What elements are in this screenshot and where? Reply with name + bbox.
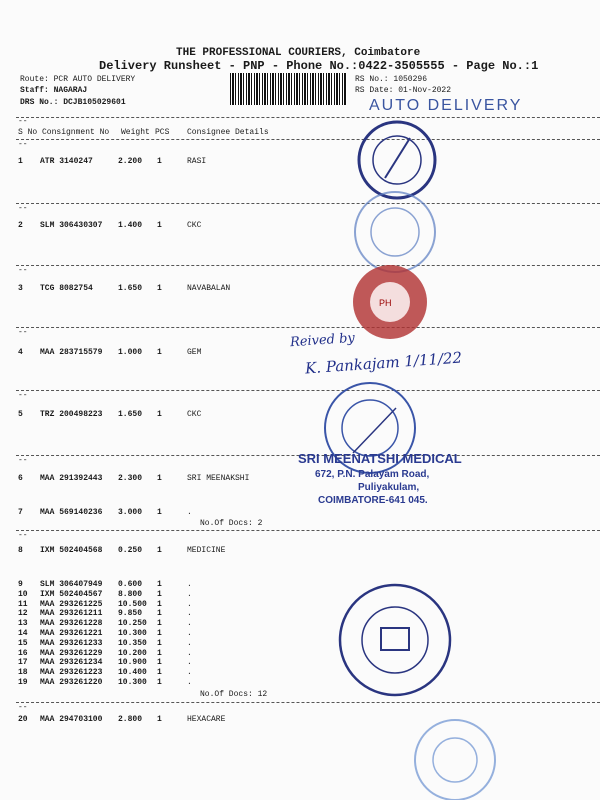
cell-cn: MAA 293261220 [40,678,103,687]
drs-number: DRS No.: DCJB105029601 [20,98,126,107]
cell-sno: 7 [18,508,23,517]
divider [16,327,600,328]
route: Route: PCR AUTO DELIVERY [20,75,136,84]
cell-sno: 10 [18,589,28,599]
cell-to: . [187,619,192,629]
cell-to: RASI [187,157,207,166]
cell-pcs: 1 [157,348,162,357]
cell-wt: 10.500 [118,599,147,609]
cell-wt: 1.650 [118,284,143,293]
rs-date: RS Date: 01-Nov-2022 [355,86,452,95]
cell-sno: 3 [18,284,23,293]
cell-pcs: 1 [157,284,162,293]
docs-count: No.Of Docs: 2 [200,519,263,528]
cell-cn: MAA 291392443 [40,474,103,483]
cell-pcs: 1 [157,619,162,629]
cell-pcs: 1 [157,599,162,609]
cell-wt: 10.300 [118,678,147,687]
cell-wt: 10.250 [118,619,147,629]
cell-wt: 10.400 [118,668,147,678]
cell-wt: 0.600 [118,580,143,589]
cell-cn: MAA 293261233 [40,638,103,648]
col-consignee: Consignee Details [187,128,269,137]
cell-pcs: 1 [157,638,162,648]
cell-cn: IXM 502404567 [40,589,103,599]
divider-mark: -- [18,456,28,465]
cell-to: . [187,589,192,599]
divider-mark: -- [18,266,28,275]
divider-mark: -- [18,117,28,126]
divider-mark: -- [18,391,28,400]
cell-wt: 8.800 [118,589,143,599]
cell-to: SRI MEENAKSHI [187,474,250,483]
cell-pcs: 1 [157,546,162,555]
divider [16,117,600,118]
cell-to: . [187,668,192,678]
cell-cn: TRZ 200498223 [40,410,103,419]
cell-to: . [187,599,192,609]
divider [16,530,600,531]
cell-to: HEXACARE [187,715,226,724]
cell-cn: MAA 569140236 [40,508,103,517]
cell-wt: 10.200 [118,648,147,658]
cell-sno: 14 [18,629,28,638]
cell-to: NAVABALAN [187,284,231,293]
runsheet-subtitle: Delivery Runsheet - PNP - Phone No.:0422-3505555 - Page No.:1 [99,59,539,73]
cell-cn: MAA 293261234 [40,658,103,668]
cell-cn: MAA 283715579 [40,348,103,357]
received-note: Reived by [289,330,356,351]
cell-to: . [187,580,192,589]
cell-to: . [187,648,192,658]
col-consignment: Consignment No [42,128,110,137]
cell-sno: 16 [18,648,28,658]
cell-pcs: 1 [157,589,162,599]
cell-wt: 10.350 [118,638,147,648]
cell-wt: 2.200 [118,157,143,166]
cell-to: . [187,629,192,638]
col-pcs: PCS [155,128,170,137]
svg-text:PH: PH [379,298,392,308]
cell-to: MEDICINE [187,546,226,555]
cell-cn: MAA 293261229 [40,648,103,658]
cell-pcs: 1 [157,410,162,419]
cell-wt: 2.300 [118,474,143,483]
cell-cn: TCG 8082754 [40,284,93,293]
cell-pcs: 1 [157,678,162,687]
company-title: THE PROFESSIONAL COURIERS, Coimbatore [176,47,421,59]
cell-pcs: 1 [157,508,162,517]
signature: K. Pankajam 1/11/22 [304,348,463,378]
cell-wt: 2.800 [118,715,143,724]
cell-sno: 9 [18,580,23,589]
company-seal [350,262,430,342]
divider [16,702,600,703]
divider-mark: -- [18,204,28,213]
cell-pcs: 1 [157,668,162,678]
divider-mark: -- [18,140,28,149]
cell-wt: 1.000 [118,348,143,357]
cell-sno: 5 [18,410,23,419]
cell-cn: SLM 306407949 [40,580,103,589]
medical-stamp-name: SRI MEENATSHI MEDICAL [298,451,462,466]
cell-pcs: 1 [157,715,162,724]
pharmacy-stamp [410,715,500,800]
divider [16,139,600,140]
cell-wt: 1.650 [118,410,143,419]
medicine-house-stamp [335,580,455,700]
col-weight: Weight [121,128,150,137]
cell-pcs: 1 [157,609,162,619]
col-sno: S No [18,128,38,137]
cell-cn: IXM 502404568 [40,546,103,555]
cell-to: GEM [187,348,202,357]
cell-wt: 0.250 [118,546,143,555]
cell-to: . [187,638,192,648]
cell-pcs: 1 [157,157,162,166]
divider [16,390,600,391]
staff: Staff: NAGARAJ [20,86,88,95]
divider-mark: -- [18,703,28,712]
cell-cn: MAA 293261228 [40,619,103,629]
cell-sno: 4 [18,348,23,357]
cell-cn: MAA 293261223 [40,668,103,678]
cell-to: . [187,658,192,668]
cell-wt: 10.300 [118,629,147,638]
cell-pcs: 1 [157,221,162,230]
rs-number: RS No.: 1050296 [355,75,428,84]
cell-pcs: 1 [157,474,162,483]
divider-mark: -- [18,531,28,540]
cell-wt: 1.400 [118,221,143,230]
cell-cn: MAA 293261225 [40,599,103,609]
cell-sno: 2 [18,221,23,230]
cell-sno: 12 [18,609,28,619]
cell-wt: 3.000 [118,508,143,517]
cell-sno: 1 [18,157,23,166]
cell-sno: 6 [18,474,23,483]
cell-cn: MAA 293261211 [40,609,103,619]
cell-sno: 8 [18,546,23,555]
cell-cn: ATR 3140247 [40,157,93,166]
cell-pcs: 1 [157,648,162,658]
cell-pcs: 1 [157,658,162,668]
medical-stamp-address: Puliyakulam, [358,482,420,493]
cell-cn: MAA 293261221 [40,629,103,638]
docs-count: No.Of Docs: 12 [200,690,268,699]
cell-wt: 9.850 [118,609,143,619]
medical-stamp-address: 672, P.N. Palayam Road, [315,469,430,480]
cell-to: . [187,678,192,687]
barcode [230,73,347,105]
cell-to: CKC [187,410,202,419]
cell-cn: SLM 306430307 [40,221,103,230]
cell-to: . [187,609,192,619]
cell-sno: 18 [18,668,28,678]
cell-cn: MAA 294703100 [40,715,103,724]
cell-sno: 13 [18,619,28,629]
auto-delivery-stamp: AUTO DELIVERY [369,97,523,114]
cell-pcs: 1 [157,629,162,638]
cell-sno: 19 [18,678,28,687]
divider-mark: -- [18,328,28,337]
divider [16,265,600,266]
divider [16,203,600,204]
cell-sno: 11 [18,599,28,609]
cell-wt: 10.900 [118,658,147,668]
cell-pcs: 1 [157,580,162,589]
cell-sno: 15 [18,638,28,648]
cell-sno: 20 [18,715,28,724]
cell-to: CKC [187,221,202,230]
medical-stamp-address: COIMBATORE-641 045. [318,495,428,506]
cell-to: . [187,508,192,517]
cell-sno: 17 [18,658,28,668]
